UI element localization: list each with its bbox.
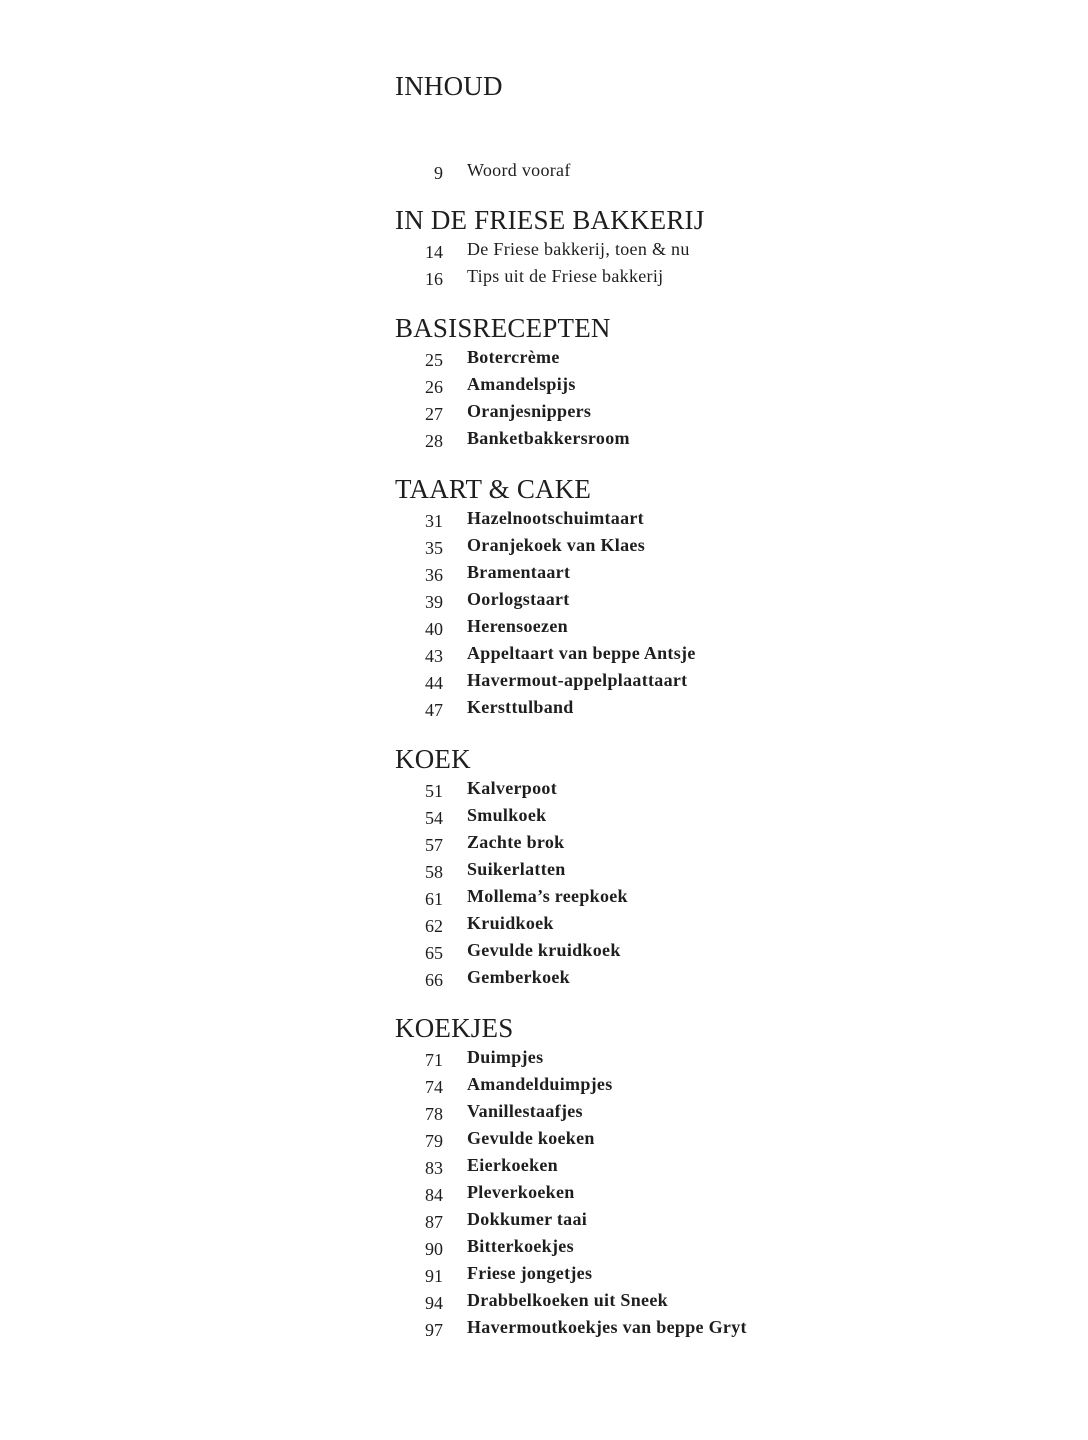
page-number: 36	[425, 565, 443, 585]
entry-title: Kruidkoek	[467, 913, 554, 933]
toc-entry[interactable]	[395, 694, 591, 721]
entry-title: Oorlogstaart	[467, 589, 570, 609]
section-in-de-friese-bakkerij	[395, 204, 704, 290]
entry-list	[395, 344, 630, 452]
toc-entry[interactable]	[395, 371, 611, 398]
toc-entry[interactable]	[395, 1206, 588, 1233]
toc-entry[interactable]	[395, 532, 646, 559]
toc-entry[interactable]	[395, 937, 621, 964]
entry-title: Amandelduimpjes	[467, 1074, 613, 1094]
page-number: 26	[425, 377, 443, 397]
page-number: 79	[425, 1131, 443, 1151]
page-number: 74	[425, 1077, 443, 1097]
entry-title: Mollema’s reepkoek	[467, 886, 628, 906]
entry-title: Oranjekoek van Klaes	[467, 535, 646, 555]
entry-list	[395, 775, 628, 991]
toc-entry[interactable]	[395, 1233, 574, 1260]
toc-entry[interactable]	[395, 802, 547, 829]
page-number: 40	[425, 619, 443, 639]
toc-entry[interactable]	[395, 667, 688, 694]
page-number: 39	[425, 592, 443, 612]
page-number: 61	[425, 889, 443, 909]
entry-title: Dokkumer taai	[467, 1209, 588, 1229]
section-heading: BASISRECEPTEN	[395, 313, 611, 343]
section-koekjes	[395, 1012, 747, 1341]
entry-title: Drabbelkoeken uit Sneek	[467, 1290, 668, 1310]
toc-entry[interactable]	[395, 964, 570, 991]
entry-title: Gemberkoek	[467, 967, 570, 987]
page-number: 94	[425, 1293, 443, 1313]
section-heading: TAART & CAKE	[395, 474, 592, 504]
entry-title: Appeltaart van beppe Antsje	[467, 643, 696, 663]
entry-title: Herensoezen	[467, 616, 568, 636]
page-number: 90	[425, 1239, 443, 1259]
entry-title: Kersttulband	[467, 697, 574, 717]
page-number: 58	[425, 862, 443, 882]
entry-title: Kalverpoot	[467, 778, 557, 798]
entry-title: Eierkoeken	[467, 1155, 558, 1175]
entry-list	[395, 1044, 747, 1341]
page-number: 35	[425, 538, 443, 558]
page-number: 16	[425, 269, 443, 289]
entry-title: Oranjesnippers	[467, 401, 592, 421]
toc-entry[interactable]	[395, 883, 628, 910]
page-number: 71	[425, 1050, 443, 1070]
toc-entry[interactable]	[395, 640, 696, 667]
entry-title: Zachte brok	[467, 832, 565, 852]
entry-title: Pleverkoeken	[467, 1182, 575, 1202]
toc-entry[interactable]	[395, 344, 611, 371]
page-number: 47	[425, 700, 443, 720]
entry-title: Havermout-appelplaattaart	[467, 670, 688, 690]
entry-title: Vanillestaafjes	[467, 1101, 583, 1121]
toc-entry[interactable]	[395, 1152, 558, 1179]
toc-entry[interactable]	[395, 1071, 613, 1098]
toc-entry[interactable]	[395, 1260, 593, 1287]
toc-entry[interactable]	[395, 775, 557, 802]
page-number: 65	[425, 943, 443, 963]
entry-title: Gevulde koeken	[467, 1128, 595, 1148]
section-heading: IN DE FRIESE BAKKERIJ	[395, 205, 705, 235]
page-number: 43	[425, 646, 443, 666]
toc-entry[interactable]	[395, 1125, 595, 1152]
page-number: 31	[425, 511, 443, 531]
page-number: 57	[425, 835, 443, 855]
section-heading: KOEKJES	[395, 1013, 514, 1043]
entry-title: Tips uit de Friese bakkerij	[467, 266, 664, 286]
section-koek	[395, 743, 628, 991]
toc-entry[interactable]	[395, 1179, 575, 1206]
page-number: 91	[425, 1266, 443, 1286]
toc-entry[interactable]	[395, 829, 565, 856]
entry-title: Bramentaart	[467, 562, 571, 582]
page-number: 78	[425, 1104, 443, 1124]
entry-title: Bitterkoekjes	[467, 1236, 574, 1256]
entry-title: De Friese bakkerij, toen & nu	[467, 239, 690, 259]
section-heading: KOEK	[395, 744, 471, 774]
page-number: 54	[425, 808, 443, 828]
entry-title: Botercrème	[467, 347, 560, 367]
toc-entry[interactable]	[395, 1287, 668, 1314]
toc-entry[interactable]	[395, 1044, 544, 1071]
toc-entry[interactable]	[395, 398, 611, 425]
entry-title: Amandelspijs	[467, 374, 576, 394]
entry-title: Gevulde kruidkoek	[467, 940, 621, 960]
entry-title: Woord vooraf	[467, 160, 571, 180]
entry-title: Smulkoek	[467, 805, 547, 825]
page-number: 9	[434, 163, 443, 183]
toc-entry[interactable]	[395, 1314, 747, 1341]
page-number: 25	[425, 350, 443, 370]
page-number: 66	[425, 970, 443, 990]
page-number: 28	[425, 431, 443, 451]
page-number: 84	[425, 1185, 443, 1205]
page-title: INHOUD	[395, 71, 503, 101]
entry-title: Havermoutkoekjes van beppe Gryt	[467, 1317, 747, 1337]
toc-entry[interactable]	[395, 263, 704, 290]
entry-title: Friese jongetjes	[467, 1263, 593, 1283]
toc-entry[interactable]	[395, 559, 591, 586]
entry-title: Hazelnootschuimtaart	[467, 508, 644, 528]
page-number: 83	[425, 1158, 443, 1178]
entry-title: Banketbakkersroom	[467, 428, 630, 448]
toc-entry[interactable]	[395, 505, 644, 532]
toc-entry[interactable]	[395, 910, 554, 937]
entry-list	[395, 505, 696, 721]
section-taart-en-cake	[395, 473, 696, 721]
page-number: 27	[425, 404, 443, 424]
page-number: 14	[425, 242, 443, 262]
page-number: 44	[425, 673, 443, 693]
page-number: 62	[425, 916, 443, 936]
entry-title: Duimpjes	[467, 1047, 544, 1067]
toc-entry[interactable]	[395, 613, 591, 640]
toc-entry[interactable]	[395, 425, 630, 452]
entry-title: Suikerlatten	[467, 859, 566, 879]
page-number: 51	[425, 781, 443, 801]
entry-list	[395, 236, 704, 290]
toc-entry[interactable]	[395, 586, 591, 613]
toc-entry[interactable]	[395, 856, 566, 883]
page-number: 97	[425, 1320, 443, 1340]
toc-entry[interactable]	[395, 1098, 583, 1125]
toc-entry[interactable]	[395, 236, 704, 263]
page-number: 87	[425, 1212, 443, 1232]
section-basisrecepten	[395, 312, 630, 452]
